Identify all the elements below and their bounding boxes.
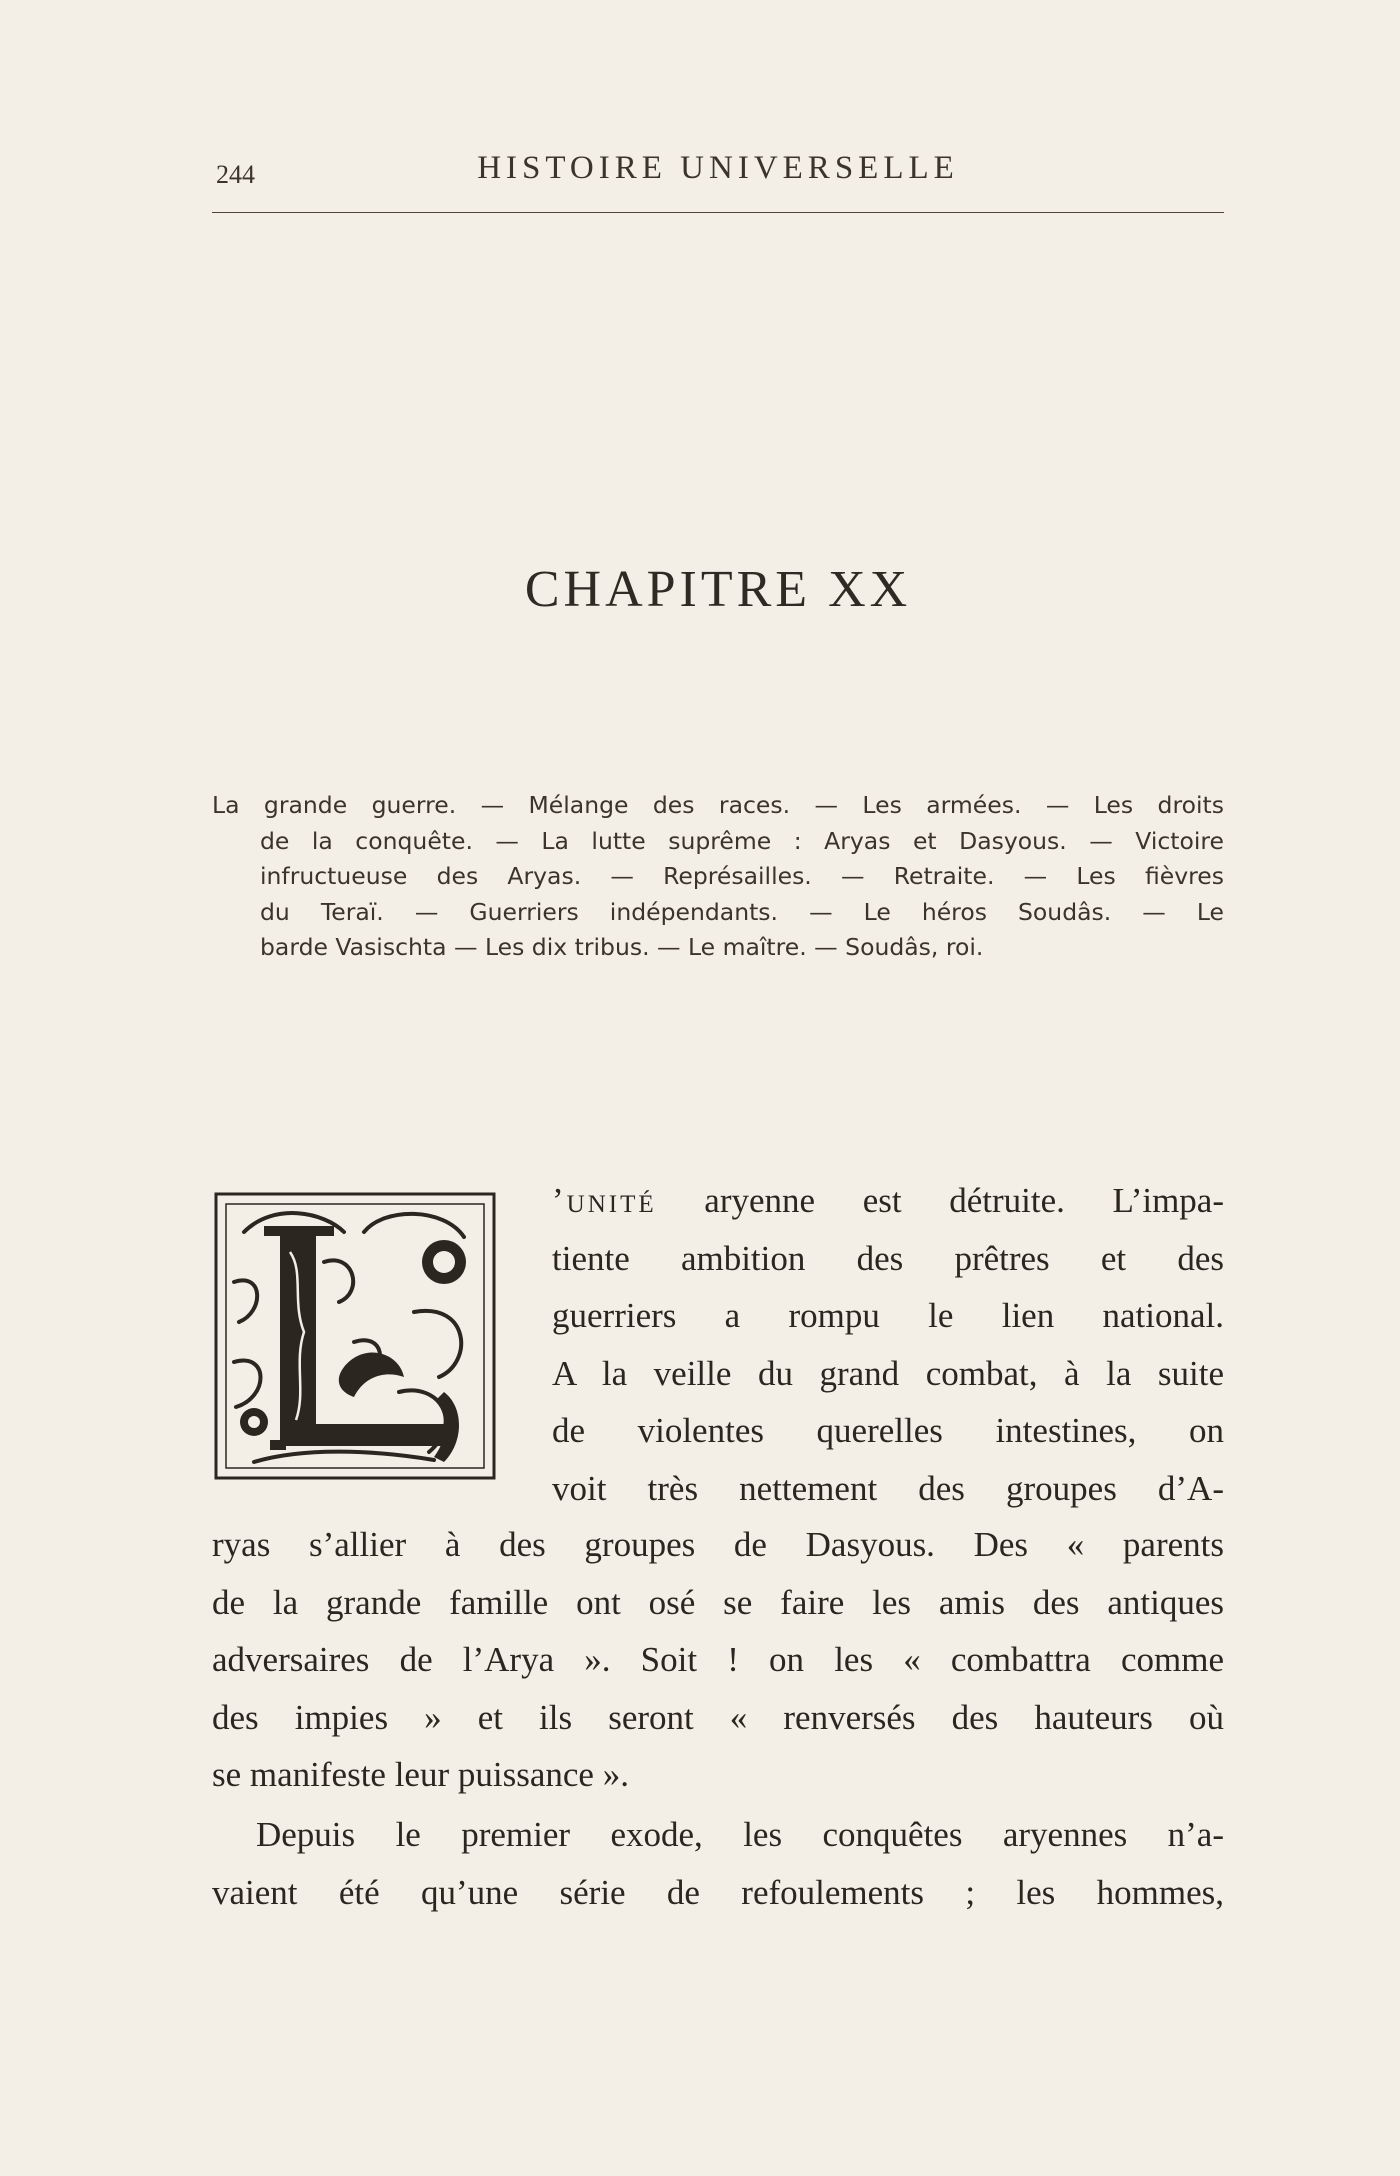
page-number: 244: [216, 160, 255, 189]
text-line: vaient été qu’une série de refoulements ; les hommes,: [212, 1872, 1224, 1912]
summary-line: de la conquête. — La lutte suprême : Aryas et Dasyous. — Victoire: [260, 826, 1224, 855]
text-line: se manifeste leur puissance ».: [212, 1755, 629, 1794]
opening-word: ’unité: [552, 1181, 657, 1220]
running-head: [212, 150, 1224, 196]
paragraph-1-full: [212, 1516, 1224, 1804]
opening-line-rest: aryenne est détruite. L’impa-: [656, 1181, 1224, 1220]
summary-line: du Teraï. — Guerriers indépendants. — Le héros Soudâs. — Le: [260, 897, 1224, 926]
text-line: ryas s’allier à des groupes de Dasyous. Des « parents: [212, 1525, 1224, 1564]
text-line: tiente ambition des prêtres et des: [552, 1238, 1224, 1278]
paragraph-2: [212, 1806, 1224, 1921]
summary-line: barde Vasischta — Les dix tribus. — Le maître. — Soudâs, roi.: [260, 933, 984, 961]
header-rule: [212, 212, 1224, 213]
summary-line: La grande guerre. — Mélange des races. — Les armées. — Les droits: [212, 791, 1224, 819]
paragraph-1-wrapped: [552, 1172, 1224, 1517]
text-line: des impies » et ils seront « renversés des hauteurs où: [212, 1697, 1224, 1737]
summary-line: infructueuse des Aryas. — Représailles. — Retraite. — Les fièvres: [260, 862, 1224, 890]
text-line: adversaires de l’Arya ». Soit ! on les « combattra comme: [212, 1640, 1224, 1679]
text-line: de la grande famille ont osé se faire les amis des antiques: [212, 1582, 1224, 1622]
chapter-title: CHAPITRE XX: [524, 561, 912, 618]
text-line: A la veille du grand combat, à la suite: [552, 1353, 1224, 1393]
ornamental-initial-L-icon: [214, 1192, 496, 1480]
chapter-summary: [212, 788, 1224, 966]
text-line: guerriers a rompu le lien national.: [552, 1296, 1224, 1335]
text-line: voit très nettement des groupes d’A-: [552, 1468, 1224, 1508]
text-line: [552, 1172, 1224, 1230]
running-title: HISTOIRE UNIVERSELLE: [477, 150, 959, 186]
text-line: de violentes querelles intestines, on: [552, 1411, 1224, 1450]
text-line: Depuis le premier exode, les conquêtes aryennes n’a-: [256, 1815, 1224, 1854]
